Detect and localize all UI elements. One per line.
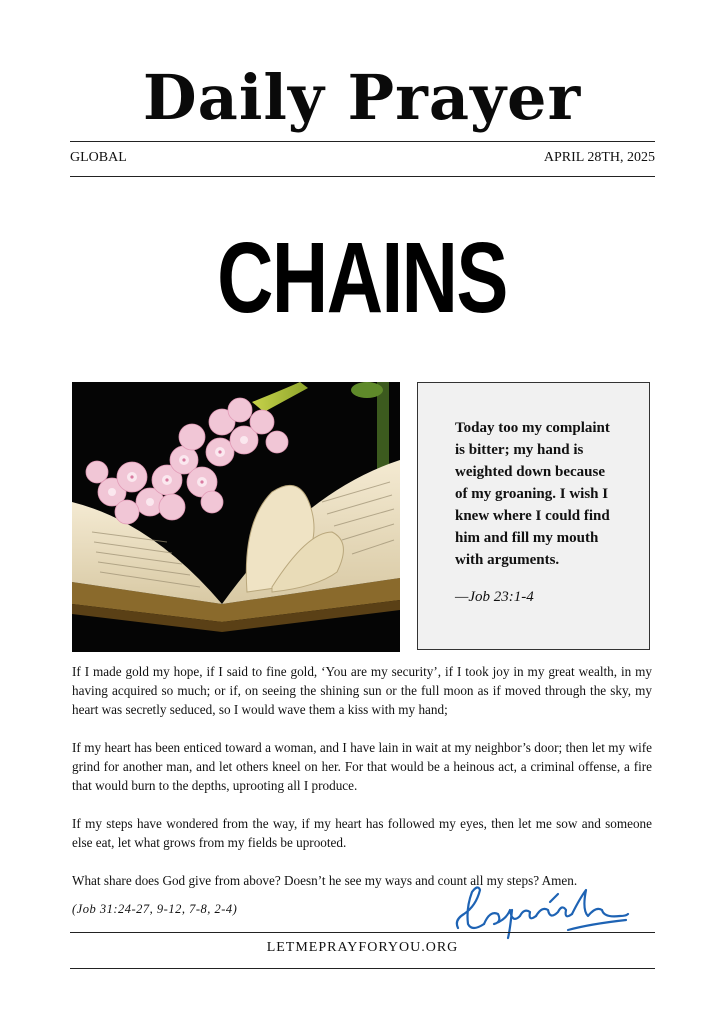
photo-book-hyacinth bbox=[72, 382, 400, 652]
signature bbox=[450, 880, 630, 940]
signature-scribble bbox=[450, 880, 630, 940]
body-text bbox=[72, 662, 652, 909]
body-paragraph-1: If I made gold my hope, if I said to fine gold, ‘You are my security’, if I took joy in my great wealth, in my having acquired so much; or if, on seeing the shining sun or the full moon as if moved through the sky, my heart was secretly seduced, so I would wave them a kiss with my hand; bbox=[72, 664, 652, 717]
scripture-citation: (Job 31:24-27, 9-12, 7-8, 2-4) bbox=[72, 902, 238, 916]
dateline-date: APRIL 28TH, 2025 bbox=[543, 150, 655, 165]
footer-website[interactable]: LETMEPRAYFORYOU.ORG bbox=[266, 940, 459, 955]
dateline-location: GLOBAL bbox=[70, 150, 127, 165]
quote-box bbox=[417, 382, 650, 650]
dateline-rule bbox=[70, 176, 655, 177]
body-paragraph-3: If my steps have wondered from the way, if my heart has followed my eyes, then let me sow and someone else eat, let what grows from my fields be uprooted. bbox=[72, 816, 652, 850]
book-flower-illustration bbox=[72, 382, 400, 652]
quote-text: Today too my complaint is bitter; my hand is weighted down because of my groaning. I wish I knew where I could find him and fill my mouth with arguments. bbox=[455, 420, 610, 568]
body-paragraph-4: What share does God give from above? Doesn’t he see my ways and count all my steps? Amen. bbox=[72, 873, 578, 888]
footer-rule-top bbox=[70, 932, 655, 933]
footer-rule-bottom bbox=[70, 968, 655, 969]
masthead-title: Daily Prayer bbox=[142, 61, 582, 134]
headline: CHAINS bbox=[217, 222, 507, 334]
dateline bbox=[70, 148, 655, 168]
quote-reference: —Job 23:1-4 bbox=[455, 589, 534, 605]
top-rule bbox=[70, 141, 655, 142]
body-paragraph-2: If my heart has been enticed toward a woman, and I have lain in wait at my neighbor’s door; then let my wife grind for another man, and let others kneel on her. For that would be a heinous act, a criminal offense, a fire that would burn to the depths, uprooting all I produce. bbox=[72, 740, 652, 793]
